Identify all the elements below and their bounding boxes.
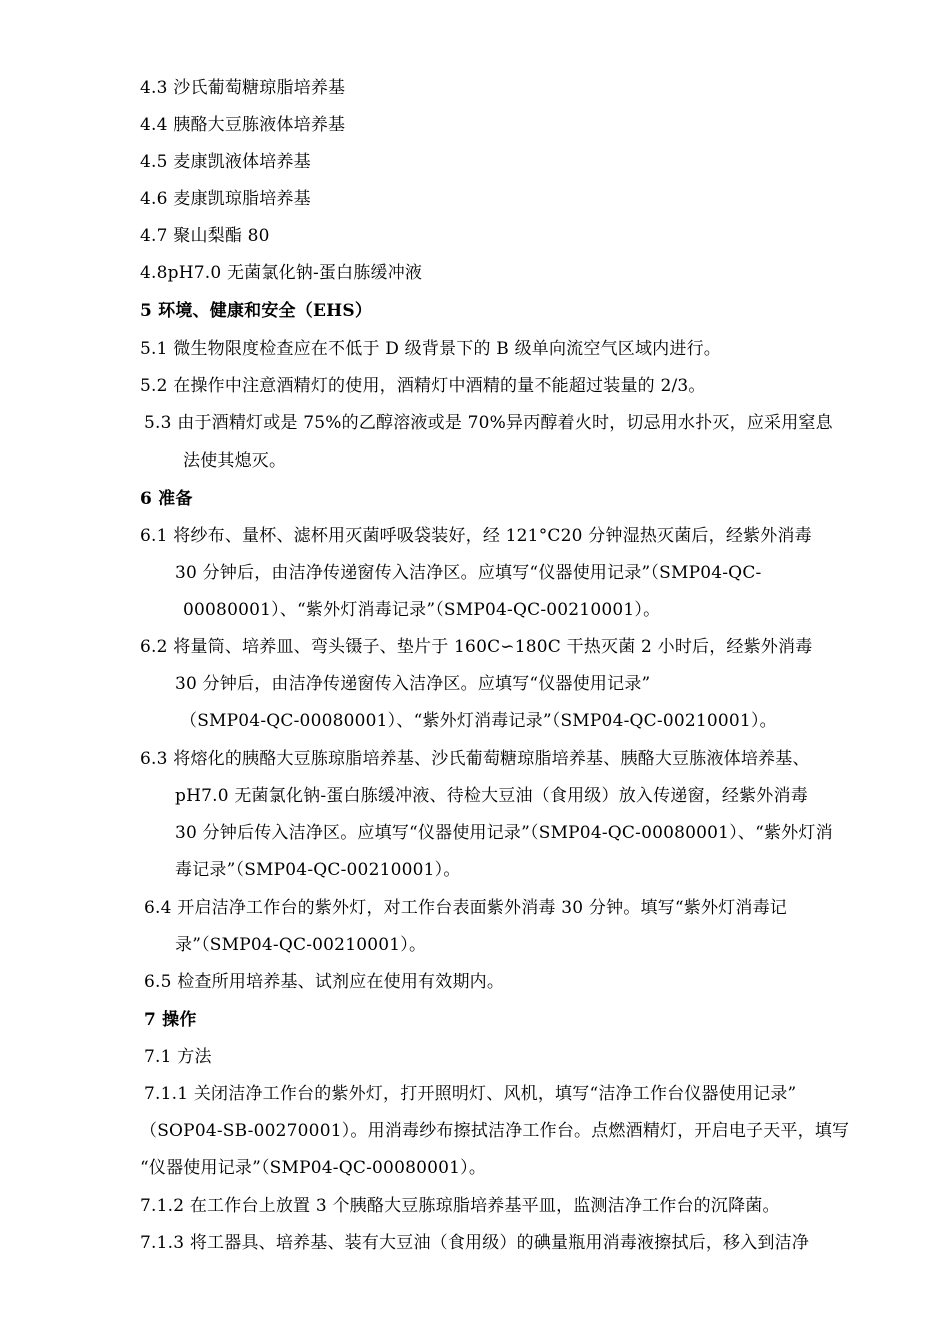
item-6-3-cont-2: 30 分钟后传入洁净区。应填写“仪器使用记录”（SMP04-QC-00080001）、“紫外灯消 xyxy=(175,823,833,843)
item-6-1: 6.1 将纱布、量杯、滤杯用灭菌呼吸袋装好，经 121°C20 分钟湿热灭菌后，经紫外消毒 xyxy=(140,526,812,546)
item-5-3-cont: 法使其熄灭。 xyxy=(183,451,287,471)
item-7-1-3: 7.1.3 将工器具、培养基、装有大豆油（食用级）的碘量瓶用消毒液擦拭后，移入到洁净 xyxy=(140,1233,810,1253)
item-6-4: 6.4 开启洁净工作台的紫外灯，对工作台表面紫外消毒 30 分钟。填写“紫外灯消毒记 xyxy=(144,898,787,918)
item-6-2-cont-2: （SMP04-QC-00080001）、“紫外灯消毒记录”（SMP04-QC-00210001）。 xyxy=(180,711,777,731)
item-4-5: 4.5 麦康凯液体培养基 xyxy=(140,152,311,172)
item-6-2-cont-1: 30 分钟后，由洁净传递窗传入洁净区。应填写“仪器使用记录” xyxy=(175,674,651,694)
item-6-1-cont-2: 00080001）、“紫外灯消毒记录”（SMP04-QC-00210001）。 xyxy=(183,600,661,620)
item-7-1: 7.1 方法 xyxy=(144,1047,212,1067)
item-6-3: 6.3 将熔化的胰酪大豆胨琼脂培养基、沙氏葡萄糖琼脂培养基、胰酪大豆胨液体培养基、 xyxy=(140,749,810,769)
item-4-3: 4.3 沙氏葡萄糖琼脂培养基 xyxy=(140,78,346,98)
item-4-8: 4.8pH7.0 无菌氯化钠-蛋白胨缓冲液 xyxy=(140,263,423,283)
item-6-3-cont-1: pH7.0 无菌氯化钠-蛋白胨缓冲液、待检大豆油（食用级）放入传递窗，经紫外消毒 xyxy=(175,786,808,806)
item-6-5: 6.5 检查所用培养基、试剂应在使用有效期内。 xyxy=(144,972,505,992)
item-7-1-1-cont-2: “仪器使用记录”（SMP04-QC-00080001）。 xyxy=(140,1158,487,1178)
item-7-1-2: 7.1.2 在工作台上放置 3 个胰酪大豆胨琼脂培养基平皿，监测洁净工作台的沉降菌。 xyxy=(140,1196,780,1216)
section-6-heading: 6 准备 xyxy=(140,489,193,509)
item-7-1-1: 7.1.1 关闭洁净工作台的紫外灯，打开照明灯、风机，填写“洁净工作台仪器使用记录” xyxy=(144,1084,797,1104)
item-6-3-cont-3: 毒记录”（SMP04-QC-00210001）。 xyxy=(175,860,461,880)
item-5-1: 5.1 微生物限度检查应在不低于 D 级背景下的 B 级单向流空气区域内进行。 xyxy=(140,339,721,359)
section-5-heading: 5 环境、健康和安全（EHS） xyxy=(140,301,373,321)
item-5-3: 5.3 由于酒精灯或是 75%的乙醇溶液或是 70%异丙醇着火时，切忌用水扑灭，应采用窒息 xyxy=(144,413,833,433)
section-7-heading: 7 操作 xyxy=(144,1010,197,1030)
item-4-7: 4.7 聚山梨酯 80 xyxy=(140,226,270,246)
item-6-1-cont-1: 30 分钟后，由洁净传递窗传入洁净区。应填写“仪器使用记录”（SMP04-QC- xyxy=(175,563,762,583)
item-6-4-cont: 录”（SMP04-QC-00210001）。 xyxy=(175,935,427,955)
item-6-2: 6.2 将量筒、培养皿、弯头镊子、垫片于 160C∽180C 干热灭菌 2 小时后，经紫外消毒 xyxy=(140,637,813,657)
item-4-6: 4.6 麦康凯琼脂培养基 xyxy=(140,189,311,209)
item-5-2: 5.2 在操作中注意酒精灯的使用，酒精灯中酒精的量不能超过装量的 2/3。 xyxy=(140,376,706,396)
item-7-1-1-cont-1: （SOP04-SB-00270001）。用消毒纱布擦拭洁净工作台。点燃酒精灯，开启电子天平，填写 xyxy=(140,1121,850,1141)
item-4-4: 4.4 胰酪大豆胨液体培养基 xyxy=(140,115,346,135)
